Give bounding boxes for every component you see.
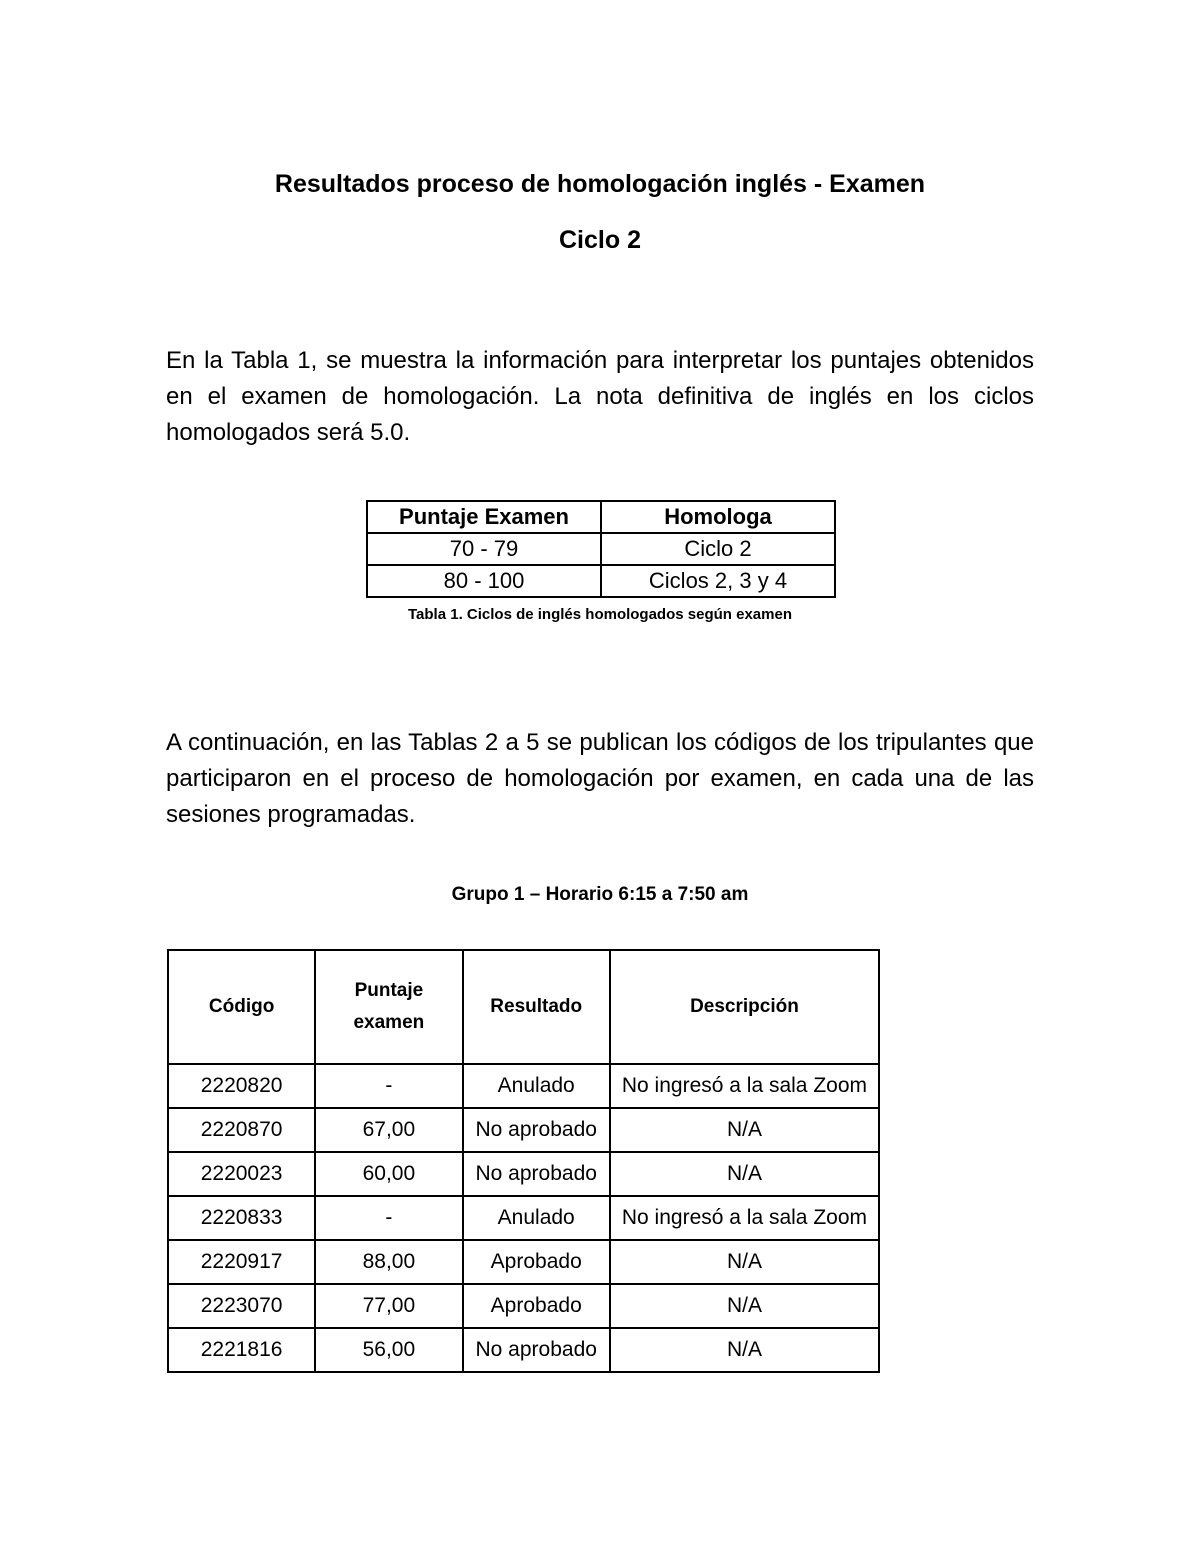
group1-results-table (167, 949, 880, 1373)
score-cell: - (315, 1064, 462, 1108)
score-interpretation-table (366, 500, 836, 598)
description-cell: No ingresó a la sala Zoom (610, 1196, 879, 1240)
result-cell: No aprobado (463, 1108, 610, 1152)
code-cell: 2220833 (168, 1196, 315, 1240)
table-caption: Tabla 1. Ciclos de inglés homologados según examen (408, 606, 792, 623)
table-row (168, 1240, 879, 1284)
code-cell: 2220917 (168, 1240, 315, 1284)
description-cell: No ingresó a la sala Zoom (610, 1064, 879, 1108)
description-cell: N/A (610, 1152, 879, 1196)
table-row (367, 565, 835, 597)
description-cell: N/A (610, 1108, 879, 1152)
code-cell: 2220023 (168, 1152, 315, 1196)
table-row (168, 1328, 879, 1372)
table-header-cell: Puntaje Examen (367, 501, 601, 533)
score-cell: 56,00 (315, 1328, 462, 1372)
table-row (367, 533, 835, 565)
second-paragraph: A continuación, en las Tablas 2 a 5 se publican los códigos de los tripulantes que participaron en el proceso de homologación por examen, en cada una de las sesiones programadas. (166, 729, 1034, 828)
header-text: Puntaje examen (353, 980, 425, 1033)
result-cell: Anulado (463, 1064, 610, 1108)
result-cell: No aprobado (463, 1152, 610, 1196)
table-row (168, 1196, 879, 1240)
intro-paragraph: En la Tabla 1, se muestra la información para interpretar los puntajes obtenidos en el examen de homologación. La nota definitiva de inglés en los ciclos homologados será 5.0. (166, 347, 1034, 446)
table-row (168, 1152, 879, 1196)
table-header-cell: Homologa (601, 501, 835, 533)
score-cell: 67,00 (315, 1108, 462, 1152)
result-cell: Anulado (463, 1196, 610, 1240)
score-cell: 88,00 (315, 1240, 462, 1284)
result-cell: No aprobado (463, 1328, 610, 1372)
description-cell: N/A (610, 1240, 879, 1284)
result-cell: Aprobado (463, 1240, 610, 1284)
code-cell: 2220870 (168, 1108, 315, 1152)
score-cell: 60,00 (315, 1152, 462, 1196)
table-cell: 70 - 79 (367, 533, 601, 565)
description-cell: N/A (610, 1284, 879, 1328)
table-header-cell (315, 950, 462, 1064)
description-cell: N/A (610, 1328, 879, 1372)
page-title: Resultados proceso de homologación inglés - Examen (274, 170, 926, 198)
table-header-cell: Descripción (610, 950, 879, 1064)
group-title: Grupo 1 – Horario 6:15 a 7:50 am (451, 884, 749, 905)
table-header-cell: Resultado (463, 950, 610, 1064)
code-cell: 2223070 (168, 1284, 315, 1328)
table-cell: Ciclos 2, 3 y 4 (601, 565, 835, 597)
table-header-cell: Código (168, 950, 315, 1064)
table-header-row (367, 501, 835, 533)
table-row (168, 1064, 879, 1108)
result-cell: Aprobado (463, 1284, 610, 1328)
score-cell: - (315, 1196, 462, 1240)
table-row (168, 1284, 879, 1328)
code-cell: 2221816 (168, 1328, 315, 1372)
table-row (168, 1108, 879, 1152)
table-header-row (168, 950, 879, 1064)
table-cell: Ciclo 2 (601, 533, 835, 565)
score-cell: 77,00 (315, 1284, 462, 1328)
code-cell: 2220820 (168, 1064, 315, 1108)
page-subtitle: Ciclo 2 (559, 226, 641, 254)
table-cell: 80 - 100 (367, 565, 601, 597)
